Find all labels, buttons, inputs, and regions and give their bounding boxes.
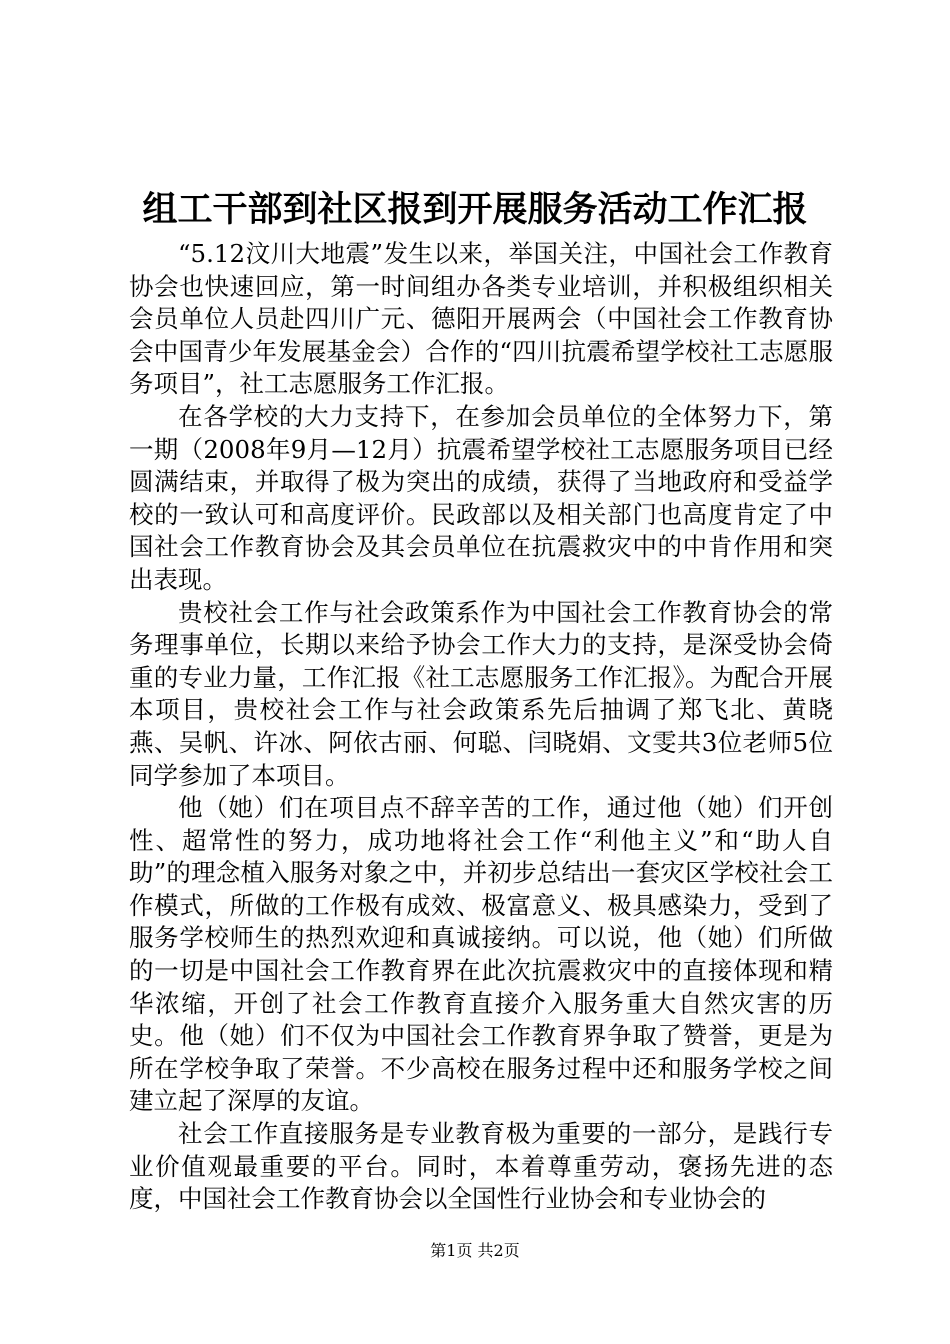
- document-title: 组工干部到社区报到开展服务活动工作汇报: [142, 189, 808, 230]
- paragraph-4: 他（她）们在项目点不辞辛苦的工作，通过他（她）们开创性、超常性的努力，成功地将社会工作“利他主义”和“助人自助”的理念植入服务对象之中，并初步总结出一套灾区学校社会工作模式，所做的工作极有成效、极富意义、极具感染力，受到了服务学校师生的热烈欢迎和真诚接纳。可以说，他（她）们所做的一切是中国社会工作教育界在此次抗震救灾中的直接体现和精华浓缩，开创了社会工作教育直接介入服务重大自然灾害的历史。他（她）们不仅为中国社会工作教育界争取了赞誉，更是为所在学校争取了荣誉。不少高校在服务过程中还和服务学校之间建立起了深厚的友谊。: [129, 793, 833, 1116]
- page-footer: 第1页 共2页: [430, 1241, 520, 1260]
- document-body: [129, 238, 833, 1216]
- paragraph-5: 社会工作直接服务是专业教育极为重要的一部分，是践行专业价值观最重要的平台。同时，本着尊重劳动，褒扬先进的态度，中国社会工作教育协会以全国性行业协会和专业协会的: [129, 1119, 833, 1214]
- paragraph-3: 贵校社会工作与社会政策系作为中国社会工作教育协会的常务理事单位，长期以来给予协会工作大力的支持，是深受协会倚重的专业力量，工作汇报《社工志愿服务工作汇报》。为配合开展本项目，贵校社会工作与社会政策系先后抽调了郑飞北、黄晓燕、吴帆、许冰、阿依古丽、何聪、闫晓娟、文雯共3位老师5位同学参加了本项目。: [129, 597, 833, 790]
- paragraph-1: “5.12汶川大地震”发生以来，举国关注，中国社会工作教育协会也快速回应，第一时间组办各类专业培训，并积极组织相关会员单位人员赴四川广元、德阳开展两会（中国社会工作教育协会中国青少年发展基金会）合作的“四川抗震希望学校社工志愿服务项目”，社工志愿服务工作汇报。: [129, 239, 833, 399]
- paragraph-2: 在各学校的大力支持下，在参加会员单位的全体努力下，第一期（2008年9月—12月）抗震希望学校社工志愿服务项目已经圆满结束，并取得了极为突出的成绩，获得了当地政府和受益学校的一致认可和高度评价。民政部以及相关部门也高度肯定了中国社会工作教育协会及其会员单位在抗震救灾中的中肯作用和突出表现。: [129, 401, 833, 594]
